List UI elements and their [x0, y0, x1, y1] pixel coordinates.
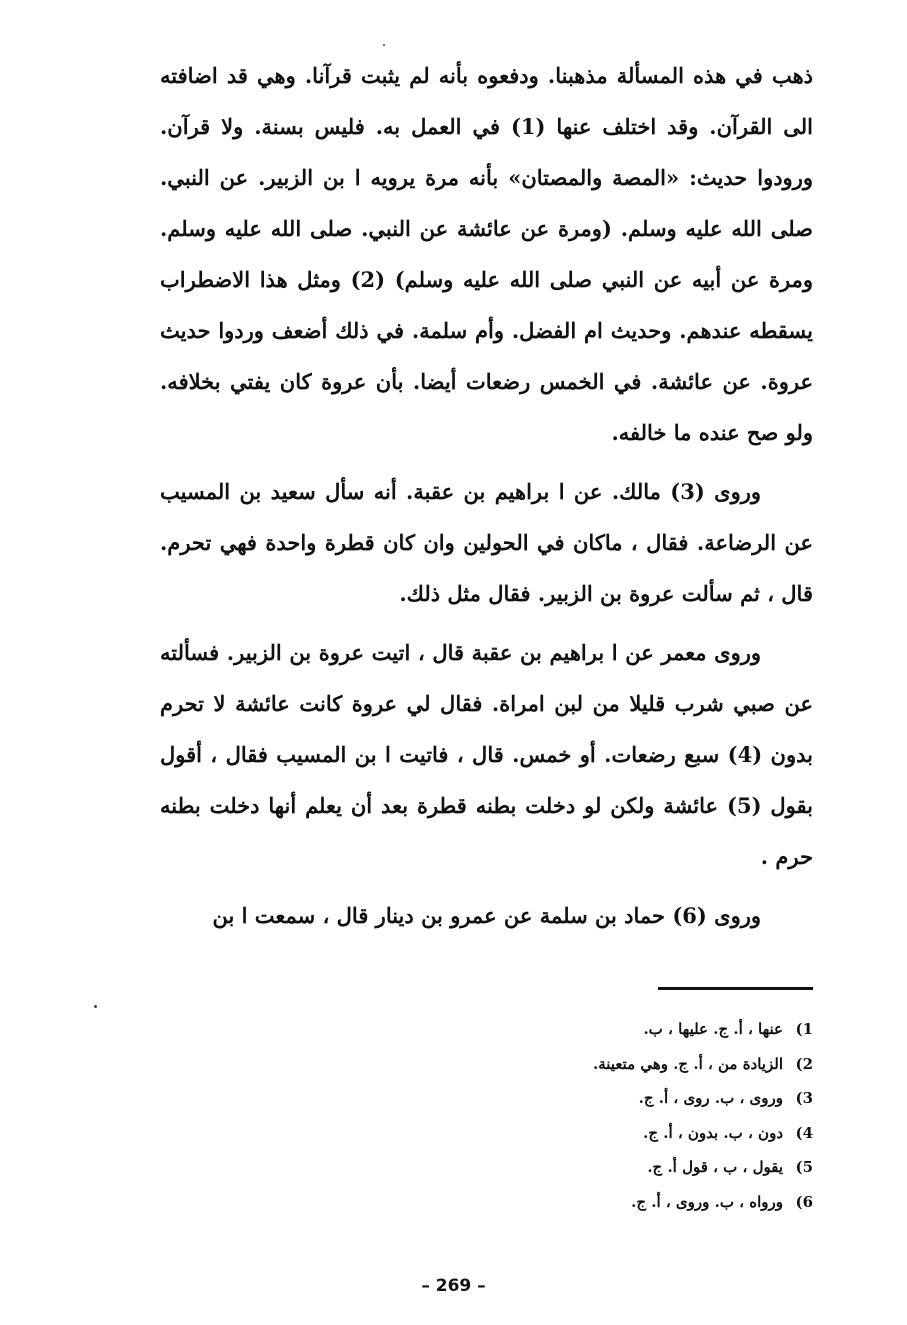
- footnote-text: يقول ، ب ، قول أ. ج.: [647, 1158, 783, 1176]
- footnote-text: عنها ، أ. ج. عليها ، ب.: [643, 1020, 783, 1038]
- body-text: [160, 50, 813, 949]
- footnote-item: [400, 1185, 813, 1220]
- footnote-item: [400, 1116, 813, 1151]
- page-number: – 269 –: [421, 1276, 486, 1296]
- scan-speck: [94, 1005, 97, 1008]
- footnote-text: الزيادة من ، أ. ج. وهي متعينة.: [593, 1054, 783, 1073]
- footnote-item: [400, 1047, 813, 1082]
- footnote-text: ورواه ، ب. وروى ، أ. ج.: [631, 1192, 783, 1211]
- footnote-text: وروى ، ب. روى ، أ. ج.: [638, 1089, 783, 1107]
- footnote-number: 5): [795, 1158, 813, 1176]
- footnote-number: 1): [795, 1020, 813, 1038]
- paragraph-3: وروى معمر عن ا براهيم بن عقبة قال ، اتيت عروة بن الزبير. فسألته عن صبي شرب قليلا من لبن امراة. فقال لي عروة كانت عائشة لا تحرم بدون (4) سبع رضعات. أو خمس. قال ، فاتيت ا بن المسيب فقال ، أقول بقول (5) عائشة ولكن لو دخلت بطنه قطرة بعد أن يعلم أنها دخلت بطنه حرم .: [160, 640, 813, 869]
- footnotes: [400, 1012, 813, 1219]
- footnote-number: 4): [795, 1123, 813, 1142]
- footnote-number: 6): [795, 1192, 813, 1211]
- footnote-item: [400, 1150, 813, 1185]
- paragraph-1: ذهب في هذه المسألة مذهبنا. ودفعوه بأنه لم يثبت قرآنا. وهي قد اضافته الى القرآن. وقد اختلف عنها (1) في العمل به. فليس بسنة. ولا قرآن. ورودوا حديث: «المصة والمصتان» بأنه مرة يرويه ا بن الزبير. عن النبي. صلى الله عليه وسلم. (ومرة عن عائشة عن النبي. صلى الله عليه وسلم. ومرة عن أبيه عن النبي صلى الله عليه وسلم) (2) ومثل هذا الاضطراب يسقطه عندهم. وحديث ام الفضل. وأم سلمة. في ذلك أضعف وردوا حديث عروة. عن عائشة. في الخمس رضعات أيضا. بأن عروة كان يفتي بخلافه. ولو صح عنده ما خالفه.: [160, 63, 813, 445]
- paragraph-4: وروى (6) حماد بن سلمة عن عمرو بن دينار قال ، سمعت ا بن: [212, 903, 761, 928]
- scan-speck: [383, 44, 385, 46]
- paragraph-2: وروى (3) مالك. عن ا براهيم بن عقبة. أنه سأل سعيد بن المسيب عن الرضاعة. فقال ، ماكان في الحولين وان كان قطرة واحدة فهي تحرم. قال ، ثم سألت عروة بن الزبير. فقال مثل ذلك.: [160, 479, 813, 606]
- footnote-text: دون ، ب. بدون ، أ. ج.: [643, 1123, 783, 1142]
- footnote-item: [400, 1081, 813, 1116]
- footnote-number: 2): [795, 1054, 813, 1073]
- footnote-item: [400, 1012, 813, 1047]
- footnote-divider: [658, 987, 813, 990]
- footnote-number: 3): [795, 1089, 813, 1107]
